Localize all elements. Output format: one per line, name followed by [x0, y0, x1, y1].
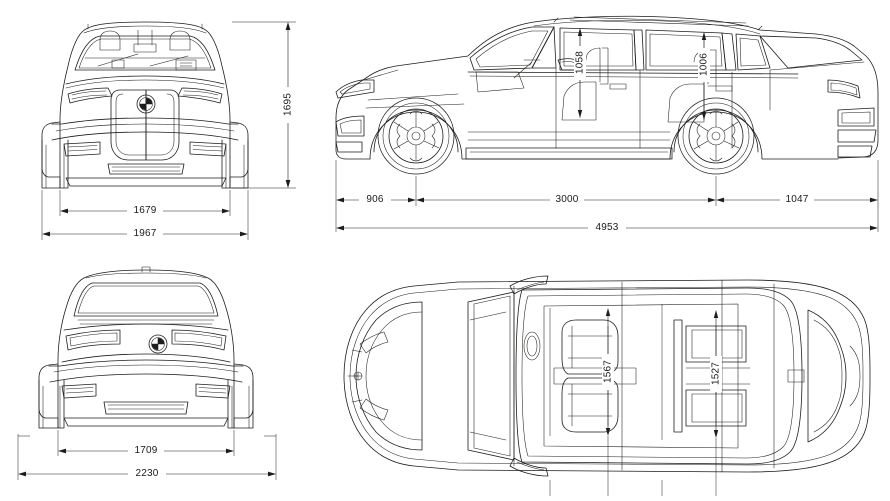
dim-wheelbase: 3000 [555, 194, 579, 205]
dim-front-track: 1679 [133, 205, 157, 216]
side-view [318, 0, 890, 250]
front-view [0, 0, 310, 250]
dim-rear-track: 1709 [134, 445, 158, 456]
dim-overall-width: 1967 [133, 228, 157, 239]
dim-shoulder-rear: 1527 [710, 361, 722, 386]
dim-overall-length: 4953 [595, 222, 619, 233]
dim-shoulder-front: 1567 [602, 359, 614, 384]
dim-headroom-rear: 1006 [698, 52, 710, 77]
dim-width-with-mirrors: 2230 [135, 468, 159, 479]
side-view-drawing [318, 0, 890, 250]
dim-headroom-front: 1058 [574, 50, 586, 75]
top-view [318, 250, 890, 501]
dim-rear-overhang: 1047 [785, 194, 809, 205]
rear-view-drawing [0, 250, 310, 501]
dim-overall-height: 1695 [282, 92, 294, 117]
rear-view [0, 250, 310, 501]
dim-front-overhang: 906 [366, 194, 384, 205]
